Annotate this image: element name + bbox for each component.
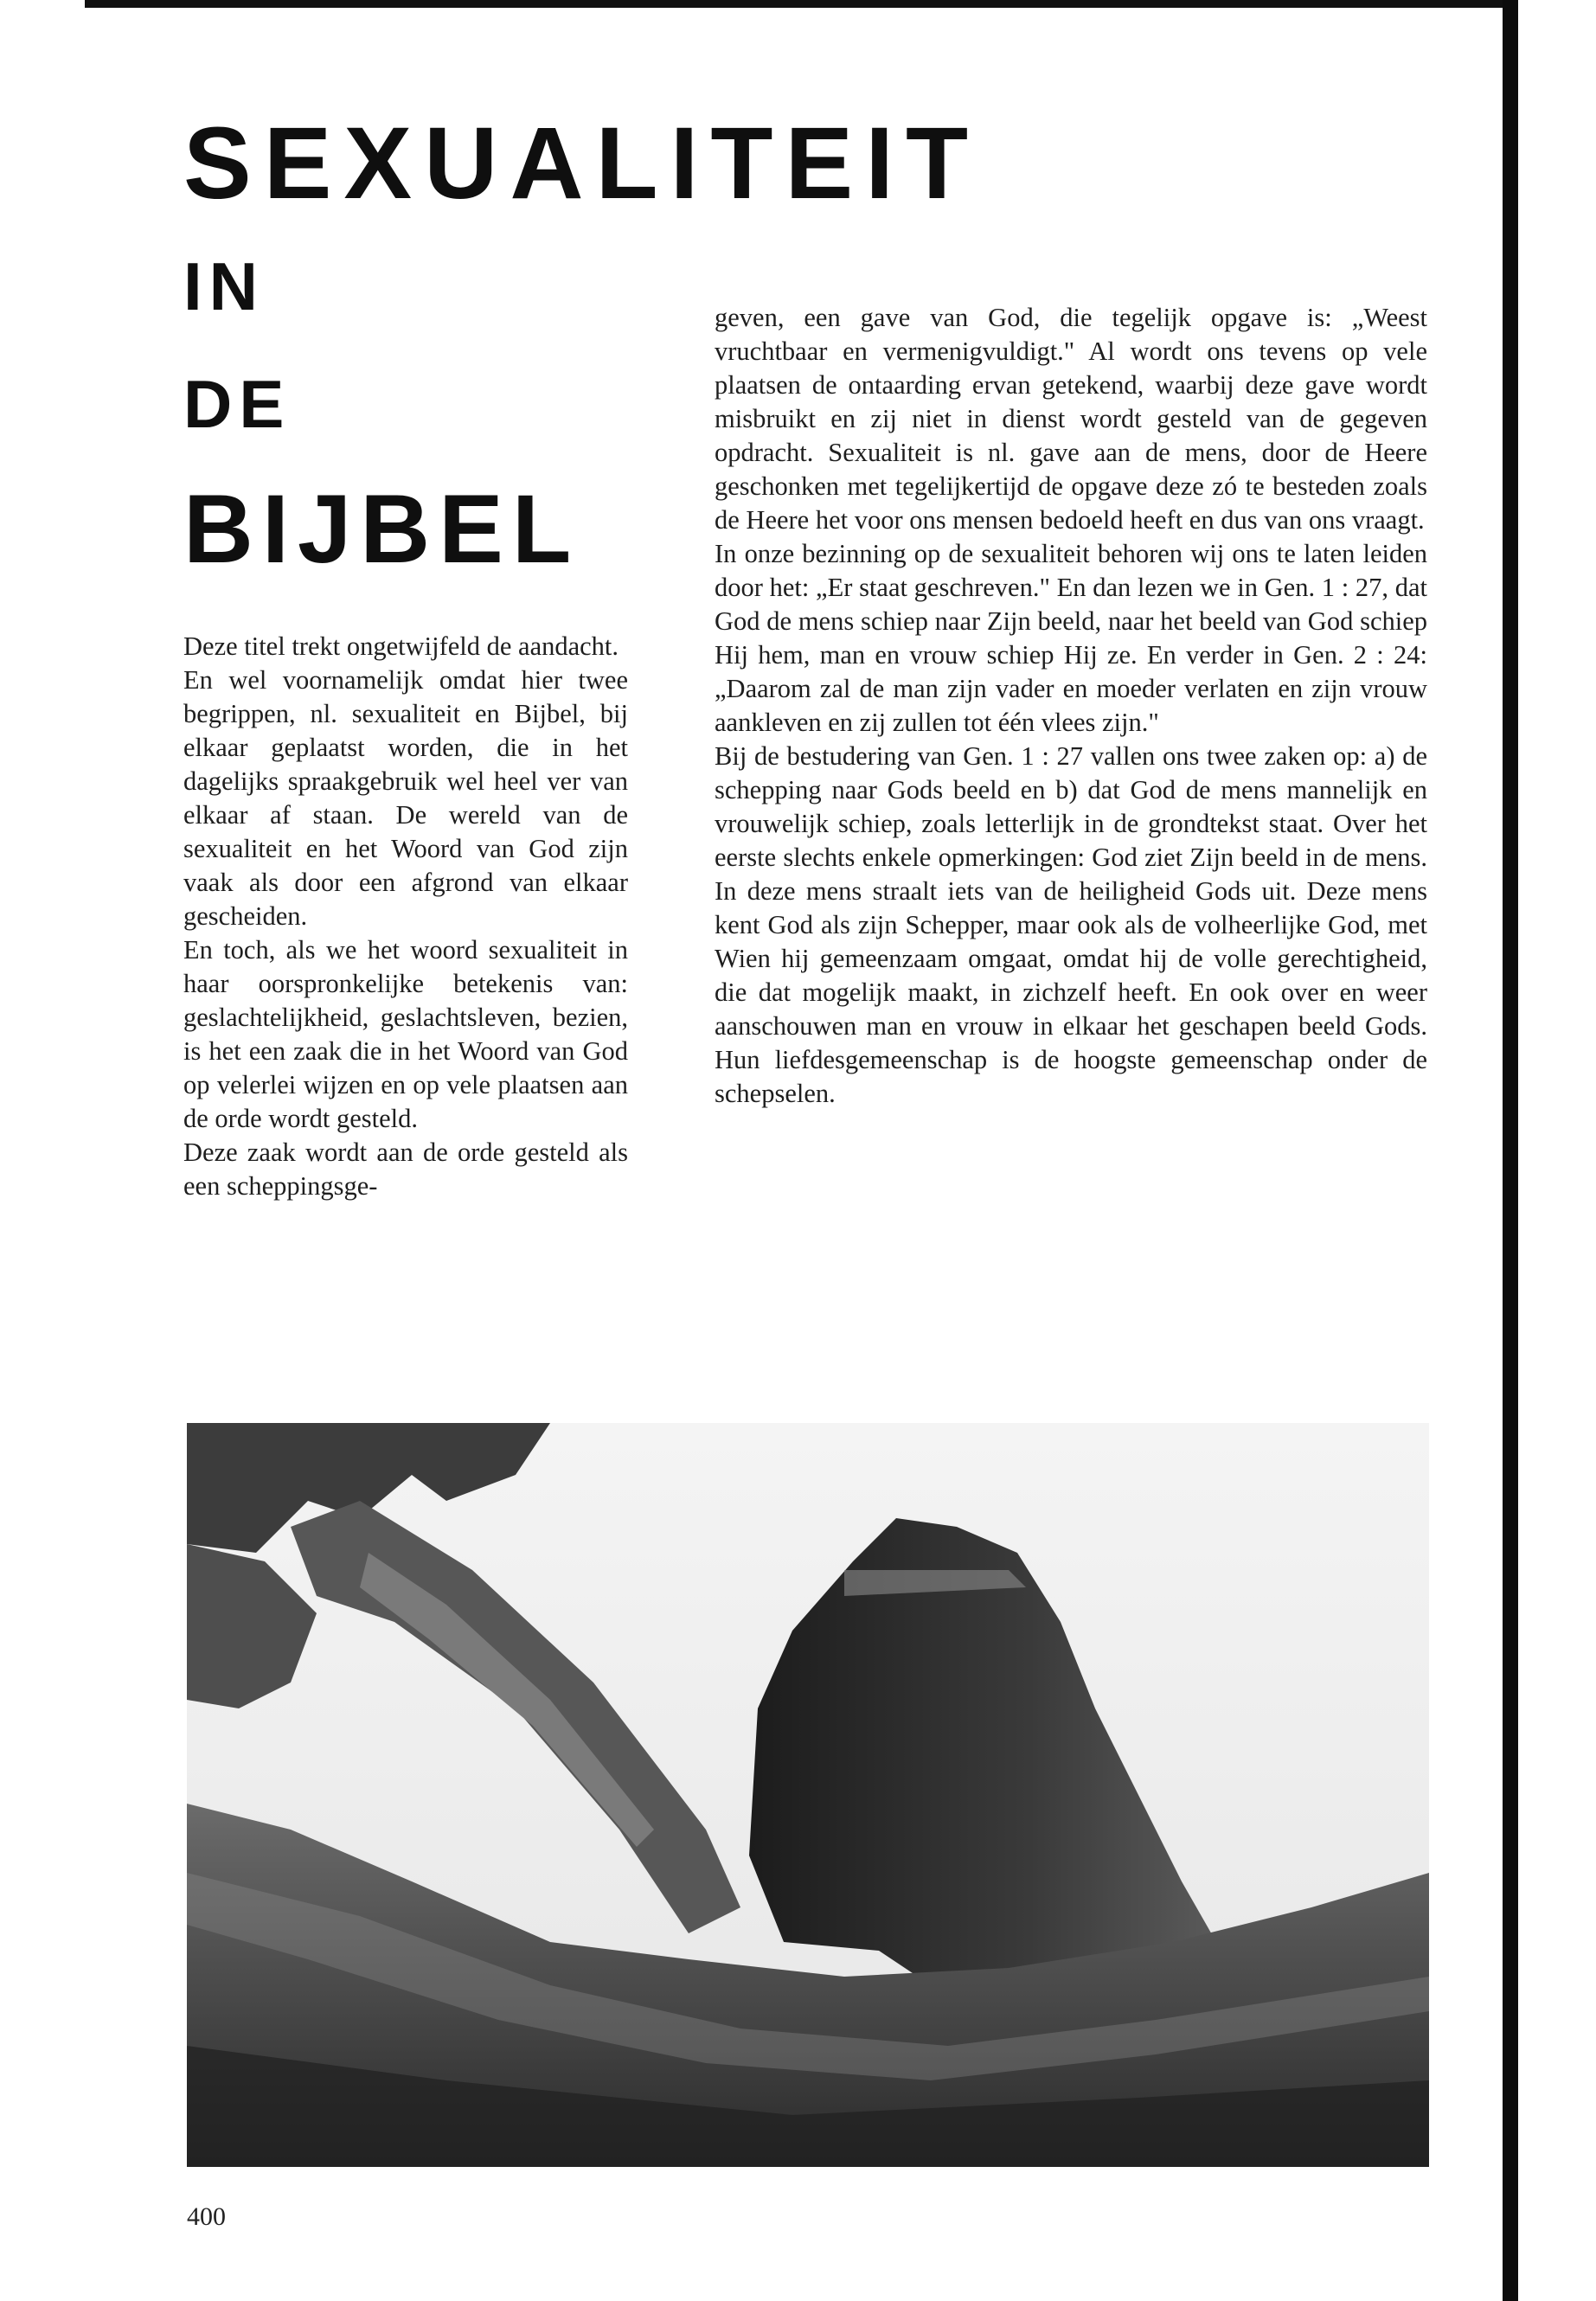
- tree-branch-photo: [187, 1423, 1429, 2167]
- title-line-2: IN: [183, 248, 265, 324]
- title-line-4: BIJBEL: [183, 475, 580, 583]
- page-edge: [1503, 0, 1518, 2301]
- paragraph: In onze bezinning op de sexualiteit behoren wij ons te laten leiden door het: „Er staat geschreven." En dan lezen we in Gen. 1 : 27, dat God de mens schiep naar Zijn beeld, naar het beeld van God schiep Hij hem, man en vrouw schiep Hij ze. En verder in Gen. 2 : 24: „Daarom zal de man zijn vader en moeder verlaten en zijn vrouw aankleven en zij zullen tot één vlees zijn.": [715, 539, 1427, 737]
- left-text-column: [183, 630, 628, 1203]
- page-number: 400: [187, 2202, 226, 2231]
- title-line-3: DE: [183, 366, 292, 442]
- paragraph: En wel voornamelijk omdat hier twee begrippen, nl. sexualiteit en Bijbel, bij elkaar geplaatst worden, die in het dagelijks spraakgebruik wel heel ver van elkaar af staan. De wereld van de sexualiteit en het Woord van God zijn vaak als door een afgrond van elkaar gescheiden.: [183, 665, 628, 931]
- paragraph: Deze zaak wordt aan de orde gesteld als een scheppingsge-: [183, 1138, 628, 1201]
- right-text-column: [715, 301, 1427, 1111]
- paragraph: geven, een gave van God, die tegelijk opgave is: „Weest vruchtbaar en vermenigvuldigt." Al wordt ons tevens op vele plaatsen de ontaarding ervan getekend, waarbij deze gave wordt misbruikt en zij niet in dienst wordt gesteld van de gegeven opdracht. Sexualiteit is nl. gave aan de mens, door de Heere geschonken met tegelijkertijd de opgave deze zó te besteden zoals de Heere het voor ons mensen bedoeld heeft en dus van ons vraagt.: [715, 303, 1427, 535]
- paragraph: Deze titel trekt ongetwijfeld de aandacht.: [183, 631, 619, 661]
- title-line-1: SEXUALITEIT: [183, 106, 981, 221]
- paragraph: Bij de bestudering van Gen. 1 : 27 vallen ons twee zaken op: a) de schepping naar Gods beeld en b) dat God de mens mannelijk en vrouwelijk schiep, zoals letterlijk in de grondtekst staat. Over het eerste slechts enkele opmerkingen: God ziet Zijn beeld in de mens. In deze mens straalt iets van de heiligheid Gods uit. Deze mens kent God als zijn Schepper, maar ook als de volheerlijke God, met Wien hij gemeenzaam omgaat, omdat hij de volle gerechtigheid, die dat mogelijk maakt, in zichzelf heeft. En ook over en weer aanschouwen man en vrouw in elkaar het geschapen beeld Gods. Hun liefdesgemeenschap is de hoogste gemeenschap onder de schepselen.: [715, 741, 1427, 1108]
- top-rule: [85, 0, 1503, 8]
- photo-illustration: [187, 1423, 1429, 2167]
- paragraph: En toch, als we het woord sexualiteit in haar oorspronkelijke betekenis van: geslachtelijkheid, geslachtsleven, bezien, is het een zaak die in het Woord van God op velerlei wijzen en op vele plaatsen aan de orde wordt gesteld.: [183, 935, 628, 1133]
